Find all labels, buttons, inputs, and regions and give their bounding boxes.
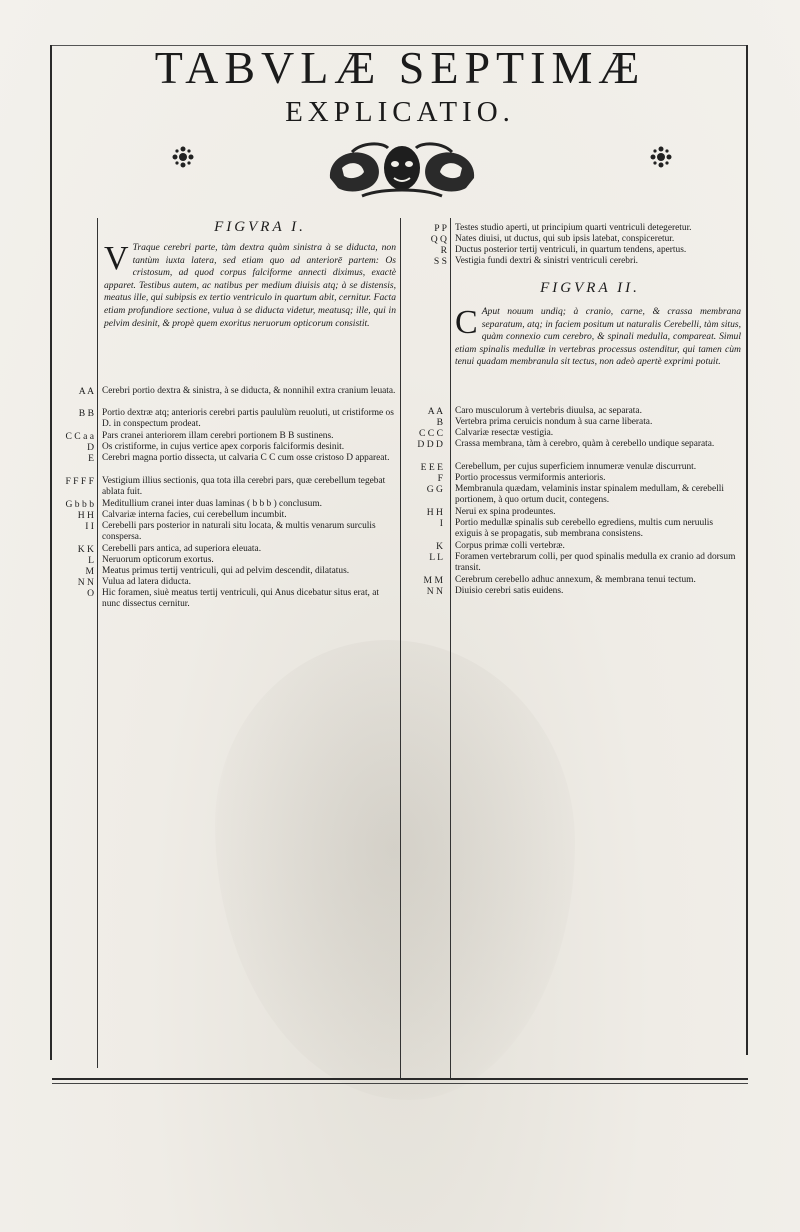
legend-entry xyxy=(65,499,396,510)
legend-label: K K xyxy=(77,544,94,555)
legend-text: Meatus primus tertij ventriculi, qui ad pelvim descendit, dilatatus. xyxy=(102,566,350,576)
legend-label: O xyxy=(87,588,94,599)
legend-text: Calvariæ interna facies, cui cerebellum incumbit. xyxy=(102,510,287,520)
legend-label: M M xyxy=(423,575,443,586)
legend-entry xyxy=(439,518,741,541)
legend-text: Crassa membrana, tàm à cerebro, quàm à cerebello undique separata. xyxy=(455,439,715,449)
legend-entry xyxy=(433,256,741,267)
legend-entry xyxy=(440,245,741,256)
legend-entry xyxy=(426,586,741,597)
frame-bottom-rule-thin xyxy=(52,1083,748,1084)
figure-1-dropcap: V xyxy=(104,240,129,277)
legend-label: F xyxy=(437,473,443,484)
legend-text: Cerebri portio dextra & sinistra, à se diducta, & nonnihil extra cranium leuata. xyxy=(102,386,396,396)
show-through-illustration xyxy=(215,640,575,1100)
frame-bottom-rule xyxy=(52,1078,748,1080)
legend-label: K xyxy=(436,541,443,552)
legend-entry xyxy=(429,552,741,575)
page-title: TABVLÆ SEPTIMÆ xyxy=(154,42,646,93)
legend-text: Ductus posterior tertij ventriculi, in quartum tendens, apertus. xyxy=(455,245,687,255)
legend-text: Vertebra prima ceruicis nondum à sua carne liberata. xyxy=(455,417,653,427)
legend-entry xyxy=(85,521,396,544)
figure-2-intro xyxy=(455,306,741,369)
legend-text: Portio processus vermiformis anterioris. xyxy=(455,473,606,483)
legend-entry xyxy=(427,406,741,417)
legend-entry xyxy=(65,476,396,499)
mask-vignette-ornament xyxy=(322,138,482,204)
legend-label: G G xyxy=(426,484,443,495)
legend-entry xyxy=(423,575,741,586)
legend-entry xyxy=(417,439,741,462)
figure-1-legend-list xyxy=(65,386,396,611)
legend-label: D xyxy=(87,442,94,453)
legend-label: E E E xyxy=(420,462,443,473)
right-label-column-rule xyxy=(450,218,451,1078)
legend-text: Testes studio aperti, ut principium quarti ventriculi detegeretur. xyxy=(455,223,692,233)
legend-text: Caro musculorum à vertebris diuulsa, ac separata. xyxy=(455,406,642,416)
legend-label: B B xyxy=(78,408,94,419)
left-label-column-rule xyxy=(97,218,98,1068)
legend-label: I xyxy=(439,518,443,529)
legend-label: F F F F xyxy=(65,476,94,487)
legend-label: C C a a xyxy=(65,431,94,442)
legend-entry xyxy=(87,442,396,453)
legend-entry xyxy=(437,473,741,484)
legend-entry xyxy=(426,507,741,518)
legend-label: L L xyxy=(429,552,443,563)
center-column-rule xyxy=(400,218,401,1078)
legend-text: Foramen vertebrarum colli, per quod spinalis medulla ex cranio ad dorsum transit. xyxy=(455,552,736,574)
figure-1-intro xyxy=(104,242,396,330)
legend-label: E xyxy=(88,453,94,464)
legend-label: H H xyxy=(77,510,94,521)
legend-entry xyxy=(436,417,741,428)
legend-text: Cerebri magna portio dissecta, ut calvaria C C cum osse cristoso D appareat. xyxy=(102,453,390,463)
legend-label: G b b b xyxy=(65,499,94,510)
legend-label: H H xyxy=(426,507,443,518)
legend-text: Neruorum opticorum exortus. xyxy=(102,555,214,565)
fleuron-right-icon xyxy=(650,146,672,168)
frame-right-rule xyxy=(746,45,748,1055)
legend-entry xyxy=(87,588,396,611)
legend-entry xyxy=(77,510,396,521)
legend-label: N N xyxy=(426,586,443,597)
legend-text: Pars cranei anteriorem illam cerebri portionem B B sustinens. xyxy=(102,431,334,441)
legend-text: Nerui ex spina prodeuntes. xyxy=(455,507,556,517)
legend-label: M xyxy=(85,566,94,577)
legend-entry xyxy=(85,566,396,577)
figure-2-dropcap: C xyxy=(455,304,478,341)
legend-text: Cerebelli pars antica, ad superiora eleuata. xyxy=(102,544,262,554)
legend-entry xyxy=(77,577,396,588)
legend-entry xyxy=(430,234,741,245)
legend-entry xyxy=(420,462,741,473)
legend-entry xyxy=(78,386,396,408)
legend-entry xyxy=(78,408,396,431)
legend-label: S S xyxy=(433,256,447,267)
legend-label: C C C xyxy=(419,428,443,439)
legend-entry xyxy=(419,428,741,439)
legend-text: Cerebelli pars posterior in naturali situ locata, & multis venarum surculis conspersa. xyxy=(102,521,376,543)
legend-label: I I xyxy=(85,521,94,532)
legend-entry xyxy=(88,453,396,476)
legend-entry xyxy=(426,484,741,507)
legend-text: Corpus primæ colli vertebræ. xyxy=(455,541,565,551)
legend-text: Diuisio cerebri satis euidens. xyxy=(455,586,564,596)
legend-text: Portio dextræ atq; anterioris cerebri partis paululùm reuoluti, ut cristiforme os D. in conspectum prodeat. xyxy=(102,408,394,430)
legend-label: P P xyxy=(434,223,447,234)
figure-1-intro-text: Traque cerebri parte, tàm dextra quàm sinistra à se diducta, non tantùm iuxta latera, sed etiam quo ad anteriorē partem: Os cristosum, ad quod corpus falciforme annecti diximus, exactè apparet. Testibus autem, ac natibus per medium diuisis atq; à se distensis, meatus ille, qui subipsis ex tertio ventriculo in quartum abit, cernitur. Facta etiam profundiore sectione, vulua à se diducta videtur, meatusq; ille, qui in pelvim desinit, & propè quem exoritus neruorum opticorum consistit. xyxy=(104,242,396,329)
legend-entry xyxy=(436,541,741,552)
legend-text: Calvariæ resectæ vestigia. xyxy=(455,428,554,438)
legend-text: Meditullium cranei inter duas laminas ( b b b ) conclusum. xyxy=(102,499,323,509)
legend-text: Vulua ad latera diducta. xyxy=(102,577,191,587)
legend-label: N N xyxy=(77,577,94,588)
page-subtitle: EXPLICATIO. xyxy=(285,96,515,128)
legend-text: Vestigia fundi dextri & sinistri ventriculi cerebri. xyxy=(455,256,639,266)
legend-entry xyxy=(65,431,396,442)
legend-label: A A xyxy=(78,386,94,397)
legend-text: Nates diuisi, ut ductus, qui sub ipsis latebat, conspiceretur. xyxy=(455,234,675,244)
legend-text: Hic foramen, siuè meatus tertij ventriculi, qui Anus dicebatur situs erat, at nunc dissectus cernitur. xyxy=(102,588,380,610)
legend-text: Portio medullæ spinalis sub cerebello egrediens, multis cum neruulis exiguis à se propagatis, sub membrana consistens. xyxy=(455,518,714,540)
figure-1-continued-list xyxy=(430,223,741,267)
figure-2-legend-list xyxy=(417,406,741,597)
legend-label: A A xyxy=(427,406,443,417)
legend-text: Os cristiforme, in cujus vertice apex corporis falciformis desinit. xyxy=(102,442,345,452)
legend-text: Membranula quædam, velaminis instar spinalem medullam, & cerebelli portionem, à quo ortum ducit, contegens. xyxy=(455,484,724,506)
legend-entry xyxy=(434,223,741,234)
legend-label: D D D xyxy=(417,439,443,450)
figure-2-heading: FIGVRA II. xyxy=(540,280,640,296)
legend-label: L xyxy=(88,555,94,566)
figure-2-intro-text: Aput nouum undiq; à cranio, carne, & crassa membrana separatum, atq; in faciem positum ut naturalis Cerebelli, tàm situs, quàm connexio cum cerebro, & spinali medulla, compareat. Simul etiam spinalis medullæ in vertebras processus ostenditur, qui tamen cùm tenui quadam membranula sit tectus, non adeò apertè exprimi potuit. xyxy=(455,306,741,368)
legend-label: B xyxy=(436,417,443,428)
legend-text: Cerebellum, per cujus superficiem innumeræ venulæ discurrunt. xyxy=(455,462,697,472)
legend-entry xyxy=(88,555,396,566)
fleuron-left-icon xyxy=(172,146,194,168)
legend-label: R xyxy=(440,245,447,256)
legend-label: Q Q xyxy=(430,234,447,245)
legend-text: Cerebrum cerebello adhuc annexum, & membrana tenui tectum. xyxy=(455,575,696,585)
legend-entry xyxy=(77,544,396,555)
figure-1-heading: FIGVRA I. xyxy=(214,219,306,235)
legend-text: Vestigium illius sectionis, qua tota illa cerebri pars, quæ cerebellum tegebat ablata fuit. xyxy=(102,476,386,498)
